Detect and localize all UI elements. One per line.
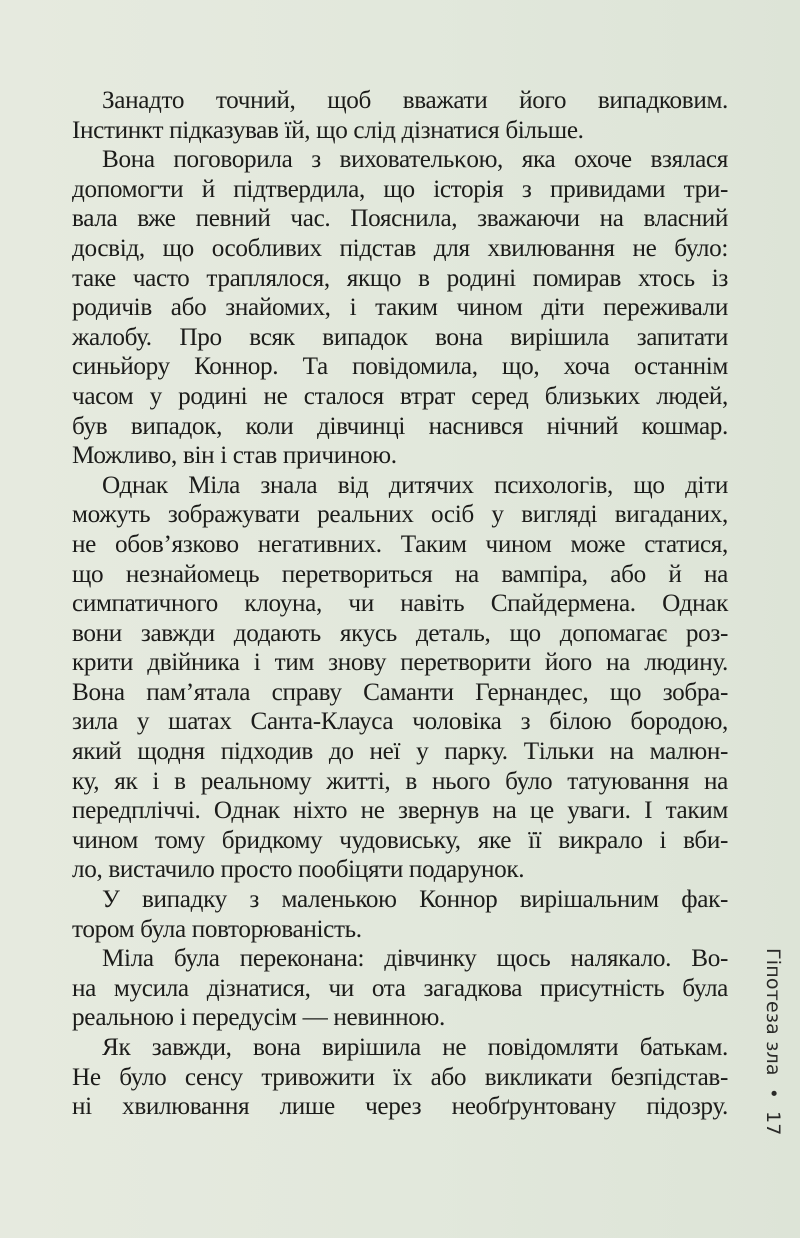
text-line: вала вже певний час. Пояснила, зважаючи на власний bbox=[72, 205, 728, 233]
separator-bullet: • bbox=[762, 1087, 784, 1099]
text-line: крити двійника і тим знову перетворити його на людину. bbox=[72, 649, 728, 677]
running-head bbox=[760, 948, 786, 1188]
text-line: жалобу. Про всяк випадок вона вирішила запитати bbox=[72, 323, 728, 351]
text-line: Занадто точний, щоб вважати його випадковим. bbox=[102, 87, 728, 114]
text-line: ло, вистачило просто пообіцяти подарунок. bbox=[72, 856, 525, 884]
text-line: Вона пам’ятала справу Саманти Гернандес, що зобра- bbox=[72, 678, 728, 706]
text-line: Інстинкт підказував їй, що слід дізнатися більше. bbox=[72, 116, 584, 144]
text-line: зила у шатах Санта-Клауса чоловіка з білою бородою, bbox=[72, 708, 728, 736]
text-line: на мусила дізнатися, чи ота загадкова присутність була bbox=[72, 974, 728, 1002]
text-line: Однак Міла знала від дитячих психологів, що діти bbox=[102, 471, 728, 499]
text-line: допомогти й підтвердила, що історія з привидами три- bbox=[72, 175, 728, 203]
text-line: тором була повторюваність. bbox=[72, 915, 362, 943]
text-line: не обов’язково негативних. Таким чином може статися, bbox=[72, 530, 728, 558]
text-line: Міла була переконана: дівчинку щось налякало. Во- bbox=[102, 945, 728, 973]
text-line: який щодня підходив до неї у парку. Тільки на малюн- bbox=[72, 738, 728, 766]
text-line: часом у родині не сталося втрат серед близьких людей, bbox=[72, 382, 728, 410]
text-line: родичів або знайомих, і таким чином діти переживали bbox=[72, 294, 728, 322]
text-line: вони завжди додають якусь деталь, що допомагає роз- bbox=[72, 619, 728, 647]
text-line: симпатичного клоуна, чи навіть Спайдермена. Однак bbox=[72, 590, 728, 618]
text-line: Як завжди, вона вирішила не повідомляти батькам. bbox=[102, 1034, 728, 1061]
text-line: був випадок, коли дівчинці наснився нічний кошмар. bbox=[72, 412, 728, 440]
text-line: Не було сенсу тривожити їх або викликати безпідстав- bbox=[72, 1063, 728, 1091]
body-text bbox=[72, 86, 728, 1122]
text-line: ні хвилювання лише через необґрунтовану підозру. bbox=[72, 1093, 728, 1121]
text-line: можуть зображувати реальних осіб у вигляді вигаданих, bbox=[72, 501, 728, 529]
text-line: Вона поговорила з виховательκою, яка охоче взялася bbox=[102, 146, 728, 174]
text-line: таке часто траплялося, якщо в родині помирав хтось із bbox=[72, 264, 728, 292]
text-line: ку, як і в реальному житті, в нього було татуювання на bbox=[72, 767, 728, 795]
text-line: чином тому бридкому чудовиську, яке її викрало і вби- bbox=[72, 826, 728, 854]
book-title: Гіпотеза зла bbox=[762, 948, 784, 1076]
text-line: досвід, що особливих підстав для хвилювання не було: bbox=[72, 234, 728, 262]
text-line: що незнайомець перетвориться на вампіра, або й на bbox=[72, 560, 728, 588]
text-line: синьйору Коннор. Та повідомила, що, хоча останнім bbox=[72, 353, 728, 381]
text-line: Можливо, він і став причиною. bbox=[72, 442, 397, 470]
text-line: У випадку з маленькою Коннор вирішальним фак- bbox=[102, 886, 728, 914]
text-line: передпліччі. Однак ніхто не звернув на це уваги. І таким bbox=[72, 797, 728, 825]
page-number: 17 bbox=[762, 1110, 784, 1136]
text-line: реальною і передусім — невинною. bbox=[72, 1004, 445, 1032]
